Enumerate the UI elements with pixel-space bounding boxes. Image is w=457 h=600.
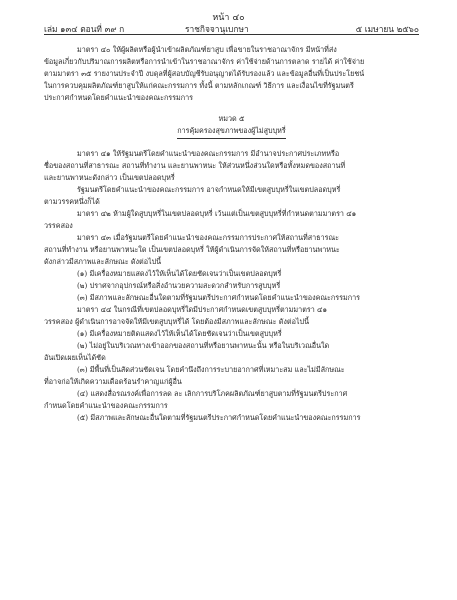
section-44 <box>44 304 419 424</box>
list-item: (๔) แสดงสื่อรณรงค์เพื่อการลด ละ เลิกการบริโภคผลิตภัณฑ์ยาสูบตามที่รัฐมนตรีประกาศ <box>77 389 348 398</box>
text-line: กำหนดโดยคำแนะนำของคณะกรรมการ <box>44 401 168 410</box>
page-number: หน้า ๔๐ <box>212 13 245 23</box>
section-42 <box>44 208 419 232</box>
publication-date: ๕ เมษายน ๒๕๖๐ <box>355 24 419 34</box>
section-41 <box>44 148 419 208</box>
text-line: ข้อมูลเกี่ยวกับปริมาณการผลิตหรือการนำเข้าในราชอาณาจักร ค่าใช้จ่ายด้านการตลาด รายได้ ค่าใช้จ่าย <box>44 57 365 66</box>
text-line: ประกาศกำหนดโดยคำแนะนำของคณะกรรมการ <box>44 93 194 102</box>
text-line: วรรคสอง ผู้ดำเนินการอาจจัดให้มีเขตสูบบุหรี่ได้ โดยต้องมีสภาพและลักษณะ ดังต่อไปนี้ <box>44 317 309 326</box>
text-line: ดังกล่าวมีสภาพและลักษณะ ดังต่อไปนี้ <box>44 257 162 266</box>
chapter-number: หมวด ๕ <box>218 114 245 123</box>
list-item: (๒) ปราศจากอุปกรณ์หรือสิ่งอำนวยความสะดวกสำหรับการสูบบุหรี่ <box>77 281 281 290</box>
text-line: รัฐมนตรีโดยคำแนะนำของคณะกรรมการ อาจกำหนดให้มีเขตสูบบุหรี่ในเขตปลอดบุหรี่ <box>77 185 341 194</box>
text-line: ที่อาจก่อให้เกิดความเดือดร้อนรำคาญแก่ผู้อื่น <box>44 377 182 386</box>
gazette-name: ราชกิจจานุเบกษา <box>185 24 249 34</box>
text-line: มาตรา ๔๐ ให้ผู้ผลิตหรือผู้นำเข้าผลิตภัณฑ์ยาสูบ เพื่อขายในราชอาณาจักร มีหน้าที่ส่ง <box>77 45 337 54</box>
text-line: วรรคสอง <box>44 221 73 230</box>
text-line: มาตรา ๔๓ เมื่อรัฐมนตรีโดยคำแนะนำของคณะกรรมการประกาศให้สถานที่สาธารณะ <box>77 233 339 242</box>
text-line: มาตรา ๔๒ ห้ามผู้ใดสูบบุหรี่ในเขตปลอดบุหรี่ เว้นแต่เป็นเขตสูบบุหรี่ที่กำหนดตามมาตรา ๔๑ <box>77 209 357 218</box>
text-line: ชื่อของสถานที่สาธารณะ สถานที่ทำงาน และยานพาหนะ ให้ส่วนหนึ่งส่วนใดหรือทั้งหมดของสถานที่ <box>44 161 346 170</box>
document-body <box>44 44 419 424</box>
list-item: (๑) มีเครื่องหมายติดแสดงไว้ให้เห็นได้โดยชัดเจนว่าเป็นเขตสูบบุหรี่ <box>77 329 282 338</box>
text-line: อันเปิดเผยเห็นได้ชัด <box>44 353 106 362</box>
text-line: มาตรา ๔๑ ให้รัฐมนตรีโดยคำแนะนำของคณะกรรมการ มีอำนาจประกาศประเภทหรือ <box>77 149 340 158</box>
volume-issue: เล่ม ๑๓๔ ตอนที่ ๓๙ ก <box>44 24 125 34</box>
section-40 <box>44 44 419 104</box>
text-line: และยานพาหนะดังกล่าว เป็นเขตปลอดบุหรี่ <box>44 173 175 182</box>
text-line: ในการควบคุมผลิตภัณฑ์ยาสูบให้แก่คณะกรรมการ ทั้งนี้ ตามหลักเกณฑ์ วิธีการ และเงื่อนไขที่รัฐมนตรี <box>44 81 354 90</box>
chapter-title: การคุ้มครองสุขภาพของผู้ไม่สูบบุหรี่ <box>177 125 286 139</box>
list-item: (๑) มีเครื่องหมายแสดงไว้ให้เห็นได้โดยชัดเจนว่าเป็นเขตปลอดบุหรี่ <box>77 269 282 278</box>
section-43 <box>44 232 419 304</box>
text-line: ตามวรรคหนึ่งก็ได้ <box>44 197 100 206</box>
text-line: ตามมาตรา ๓๕ รายงานประจำปี งบดุลที่ผู้สอบบัญชีรับอนุญาตได้รับรองแล้ว และข้อมูลอื่นที่เป็นประโยชน์ <box>44 69 365 78</box>
list-item: (๓) มีสภาพและลักษณะอื่นใดตามที่รัฐมนตรีประกาศกำหนดโดยคำแนะนำของคณะกรรมการ <box>77 293 360 302</box>
list-item: (๓) มีพื้นที่เป็นสัดส่วนชัดเจน โดยคำนึงถึงการระบายอากาศที่เหมาะสม และไม่มีลักษณะ <box>77 365 345 374</box>
text-line: มาตรา ๔๔ ในกรณีที่เขตปลอดบุหรี่ใดมีประกาศกำหนดเขตสูบบุหรี่ตามมาตรา ๔๑ <box>77 305 328 314</box>
chapter-title-line <box>44 125 419 139</box>
list-item: (๒) ไม่อยู่ในบริเวณทางเข้าออกของสถานที่หรือยานพาหนะนั้น หรือในบริเวณอื่นใด <box>77 341 330 350</box>
list-item: (๕) มีสภาพและลักษณะอื่นใดตามที่รัฐมนตรีประกาศกำหนดโดยคำแนะนำของคณะกรรมการ <box>77 413 361 422</box>
text-line: สถานที่ทำงาน หรือยานพาหนะใด เป็นเขตปลอดบุหรี่ ให้ผู้ดำเนินการจัดให้สถานที่หรือยานพาหนะ <box>44 245 340 254</box>
header-rule <box>44 34 419 35</box>
